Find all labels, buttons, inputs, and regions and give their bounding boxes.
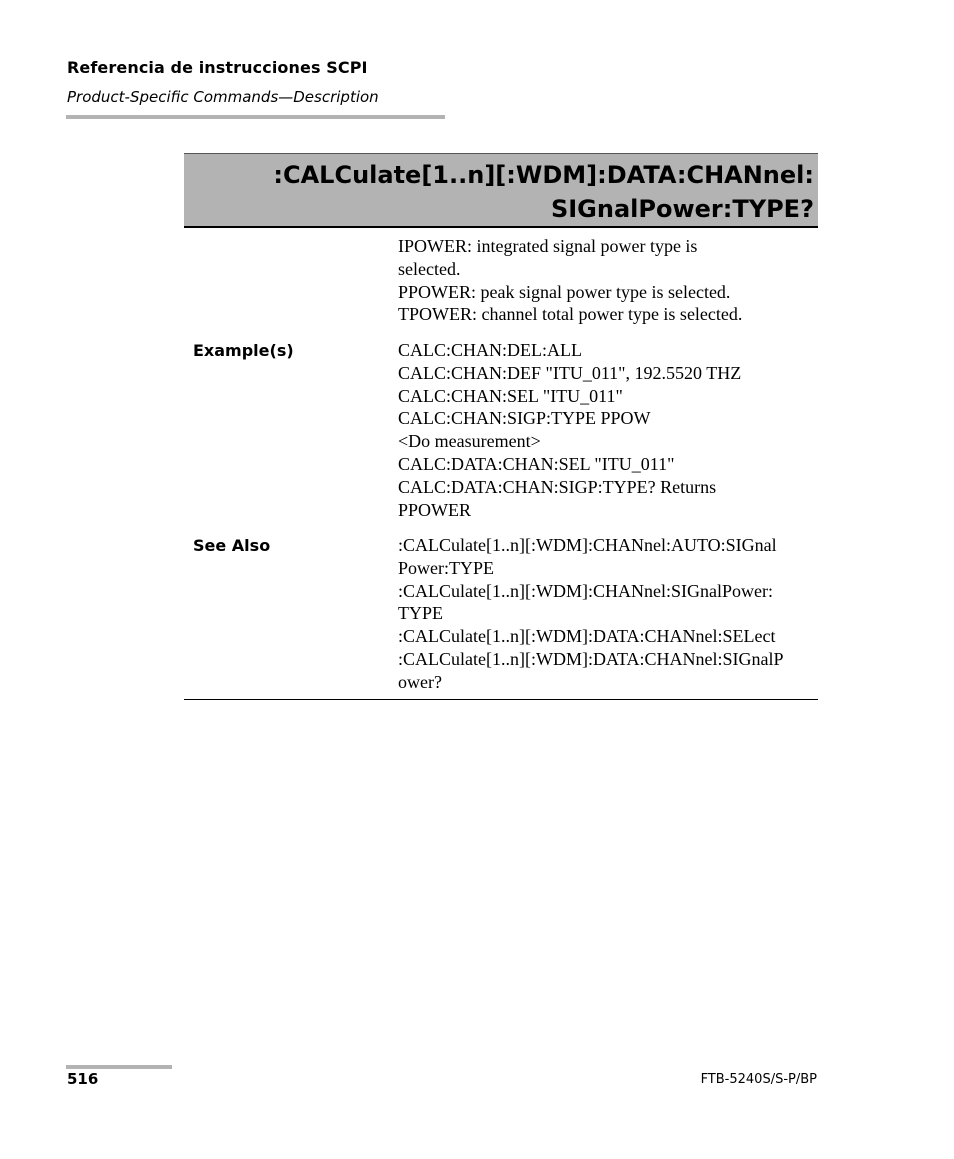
product-code: FTB-5240S/S-P/BP [700, 1072, 817, 1087]
table-bottom-divider [184, 699, 818, 700]
example-line: CALC:CHAN:SEL "ITU_011" [398, 385, 623, 406]
description-line: IPOWER: integrated signal power type is [398, 236, 698, 256]
examples-content [398, 339, 814, 521]
parameter-description [398, 235, 814, 326]
see-also-line: :CALCulate[1..n][:WDM]:DATA:CHANnel:SELect [398, 626, 776, 647]
description-line: PPOWER: peak signal power type is selected. [398, 281, 731, 302]
see-also-line: Power:TYPE [398, 557, 494, 578]
example-line: CALC:CHAN:SIGP:TYPE PPOW [398, 408, 651, 429]
see-also-line: :CALCulate[1..n][:WDM]:DATA:CHANnel:SIGnalP [398, 648, 784, 669]
example-line: PPOWER [398, 499, 472, 520]
description-line: selected. [398, 258, 461, 279]
see-also-line: ower? [398, 671, 442, 692]
command-title [254, 158, 814, 226]
example-line: <Do measurement> [398, 431, 541, 452]
command-title-line-1: :CALCulate[1..n][:WDM]:DATA:CHANnel: [273, 161, 814, 189]
description-line: TPOWER: channel total power type is selected. [398, 304, 743, 325]
running-header-title: Referencia de instrucciones SCPI [67, 58, 368, 77]
running-header-subtitle: Product-Specific Commands—Description [67, 88, 379, 106]
see-also-line: :CALCulate[1..n][:WDM]:CHANnel:SIGnalPower: [398, 580, 773, 601]
see-also-line: :CALCulate[1..n][:WDM]:CHANnel:AUTO:SIGnal [398, 535, 777, 555]
see-also-label: See Also [193, 536, 271, 555]
examples-label: Example(s) [193, 341, 294, 360]
see-also-content [398, 534, 814, 694]
example-line: CALC:DATA:CHAN:SEL "ITU_011" [398, 453, 675, 474]
see-also-line: TYPE [398, 603, 443, 624]
command-title-line-2: SIGnalPower:TYPE? [550, 195, 814, 223]
example-line: CALC:DATA:CHAN:SIGP:TYPE? Returns [398, 476, 717, 497]
page-number: 516 [67, 1070, 99, 1088]
example-line: CALC:CHAN:DEL:ALL [398, 340, 582, 360]
header-divider [66, 115, 445, 119]
command-title-banner [184, 153, 818, 228]
example-line: CALC:CHAN:DEF "ITU_011", 192.5520 THZ [398, 362, 742, 383]
footer-divider [66, 1065, 172, 1069]
